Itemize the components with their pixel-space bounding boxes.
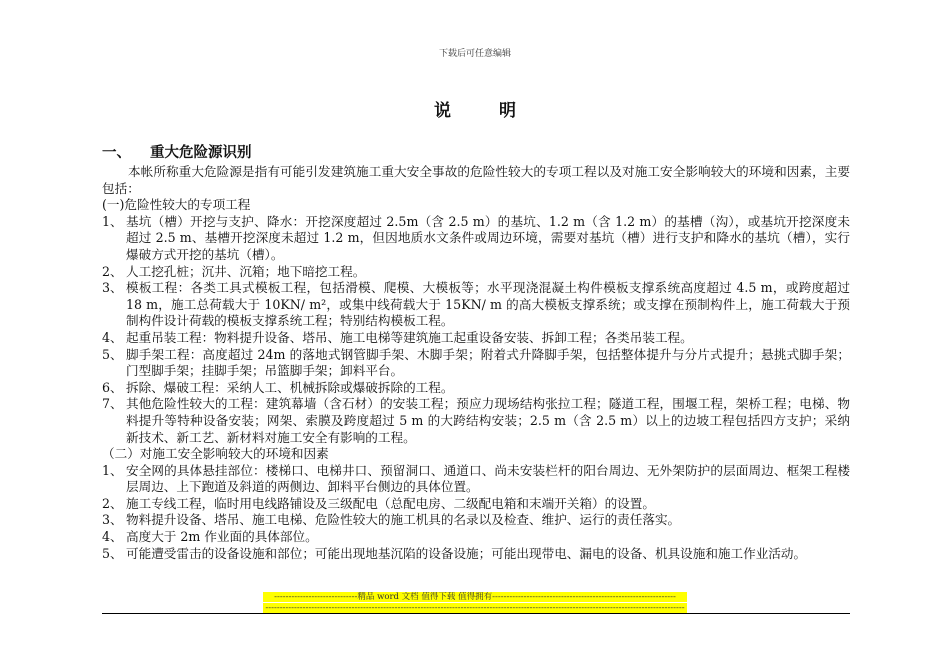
list-item (102, 347, 850, 380)
list-item (102, 512, 850, 529)
item-index: 2、 (102, 263, 123, 279)
list-item (102, 214, 850, 264)
list-item (102, 330, 850, 347)
subsection-list-1 (102, 214, 850, 446)
item-text: 施工专线工程，临时用电线路铺设及三级配电（总配电房、二级配电箱和末端开关箱）的设置。 (126, 495, 655, 511)
subsection-list-2 (102, 463, 850, 563)
section-heading (102, 144, 850, 163)
item-text: 可能遭受雷击的设备设施和部位；可能出现地基沉陷的设备设施；可能出现带电、漏电的设备、机具设施和施工作业活动。 (126, 545, 807, 561)
item-index: 6、 (102, 379, 123, 395)
item-text: 拆除、爆破工程：采纳人工、机械拆除或爆破拆除的工程。 (126, 379, 454, 395)
intro-paragraph: 本帐所称重大危险源是指有可能引发建筑施工重大安全事故的危险性较大的专项工程以及对施工安全影响较大的环境和因素，主要包括： (102, 164, 850, 196)
subsection-heading-1: (一)危险性较大的专项工程 (102, 197, 251, 213)
footer-divider (102, 613, 850, 614)
item-index: 1、 (102, 462, 123, 478)
list-item (102, 463, 850, 496)
list-item (102, 396, 850, 446)
list-item (102, 496, 850, 513)
section-number: 一、 (102, 145, 131, 161)
item-text: 基坑（槽）开挖与支护、降水：开挖深度超过 2.5m（含 2.5 m）的基坑、1.2 m（含 1.2 m）的基槽（沟），或基坑开挖深度未超过 2.5 m、基槽开挖深度未超过 1.2 m，但因地质水文条件或周边环境，需要对基坑（槽）进行支护和降水的基坑（槽），实行爆破方式开挖的基坑（槽）。 (126, 213, 850, 262)
header-note: 下载后可任意编辑 (438, 49, 511, 59)
list-item (102, 280, 850, 330)
item-text: 起重吊装工程：物料提升设备、塔吊、施工电梯等建筑施工起重设备安装、拆卸工程；各类吊装工程。 (126, 329, 693, 345)
item-text: 人工挖孔桩；沉井、沉箱；地下暗挖工程。 (126, 263, 366, 279)
item-index: 5、 (102, 545, 123, 561)
list-item (102, 380, 850, 397)
document-body (102, 144, 850, 562)
item-index: 1、 (102, 213, 123, 229)
item-text: 高度大于 2m 作业面的具体部位。 (126, 529, 318, 545)
subsection-heading-2: （二）对施工安全影响较大的环境和因素 (102, 446, 329, 462)
page-title: 说明 (434, 101, 564, 121)
item-text: 其他危险性较大的工程：建筑幕墙（含石材）的安装工程；预应力现场结构张拉工程；隧道工程，围堰工程，架桥工程；电梯、物料提升等特种设备安装；网架、索膜及跨度超过 5 m 的大跨结构安装；2.5 m（含 2.5 m）以上的边坡工程包括四方支护；采纳新技术、新工艺、新材料对施工安全有影响的工程。 (126, 396, 850, 445)
item-index: 4、 (102, 529, 123, 545)
footer-banner-line-1: -----------------------------精品 word 文档 值得下载 值得拥有---------------------------------------------------------------- (263, 592, 687, 602)
item-index: 5、 (102, 346, 123, 362)
item-index: 7、 (102, 396, 123, 412)
list-item (102, 546, 850, 563)
item-index: 3、 (102, 512, 123, 528)
item-text: 物料提升设备、塔吊、施工电梯、危险性较大的施工机具的名录以及检查、维护、运行的责任落实。 (126, 512, 681, 528)
list-item (102, 264, 850, 281)
item-index: 3、 (102, 280, 123, 296)
footer-banner-line-2: -------------------------------------------------------------------------------------------------------------------------------------------------- (263, 603, 687, 613)
section-title: 重大危险源识别 (150, 145, 252, 161)
item-index: 4、 (102, 329, 123, 345)
item-text: 脚手架工程：高度超过 24m 的落地式钢管脚手架、木脚手架；附着式升降脚手架，包括整体提升与分片式提升；悬挑式脚手架；门型脚手架；挂脚手架；吊篮脚手架；卸料平台。 (126, 346, 850, 379)
item-text: 安全网的具体悬挂部位：楼梯口、电梯井口、预留洞口、通道口、尚未安装栏杆的阳台周边、无外架防护的层面周边、框架工程楼层周边、上下跑道及斜道的两侧边、卸料平台侧边的具体位置。 (126, 462, 850, 495)
list-item (102, 529, 850, 546)
item-index: 2、 (102, 495, 123, 511)
item-text: 模板工程：各类工具式模板工程，包括滑模、爬模、大模板等；水平现浇混凝土构件模板支撑系统高度超过 4.5 m，或跨度超过 18 m，施工总荷载大于 10KN/ m²，或集中线荷载大于 15KN/ m 的高大模板支撑系统；或支撑在预制构件上，施工荷载大于预制构件设计荷载的模板支撑系统工程；特别结构模板工程。 (126, 280, 850, 329)
